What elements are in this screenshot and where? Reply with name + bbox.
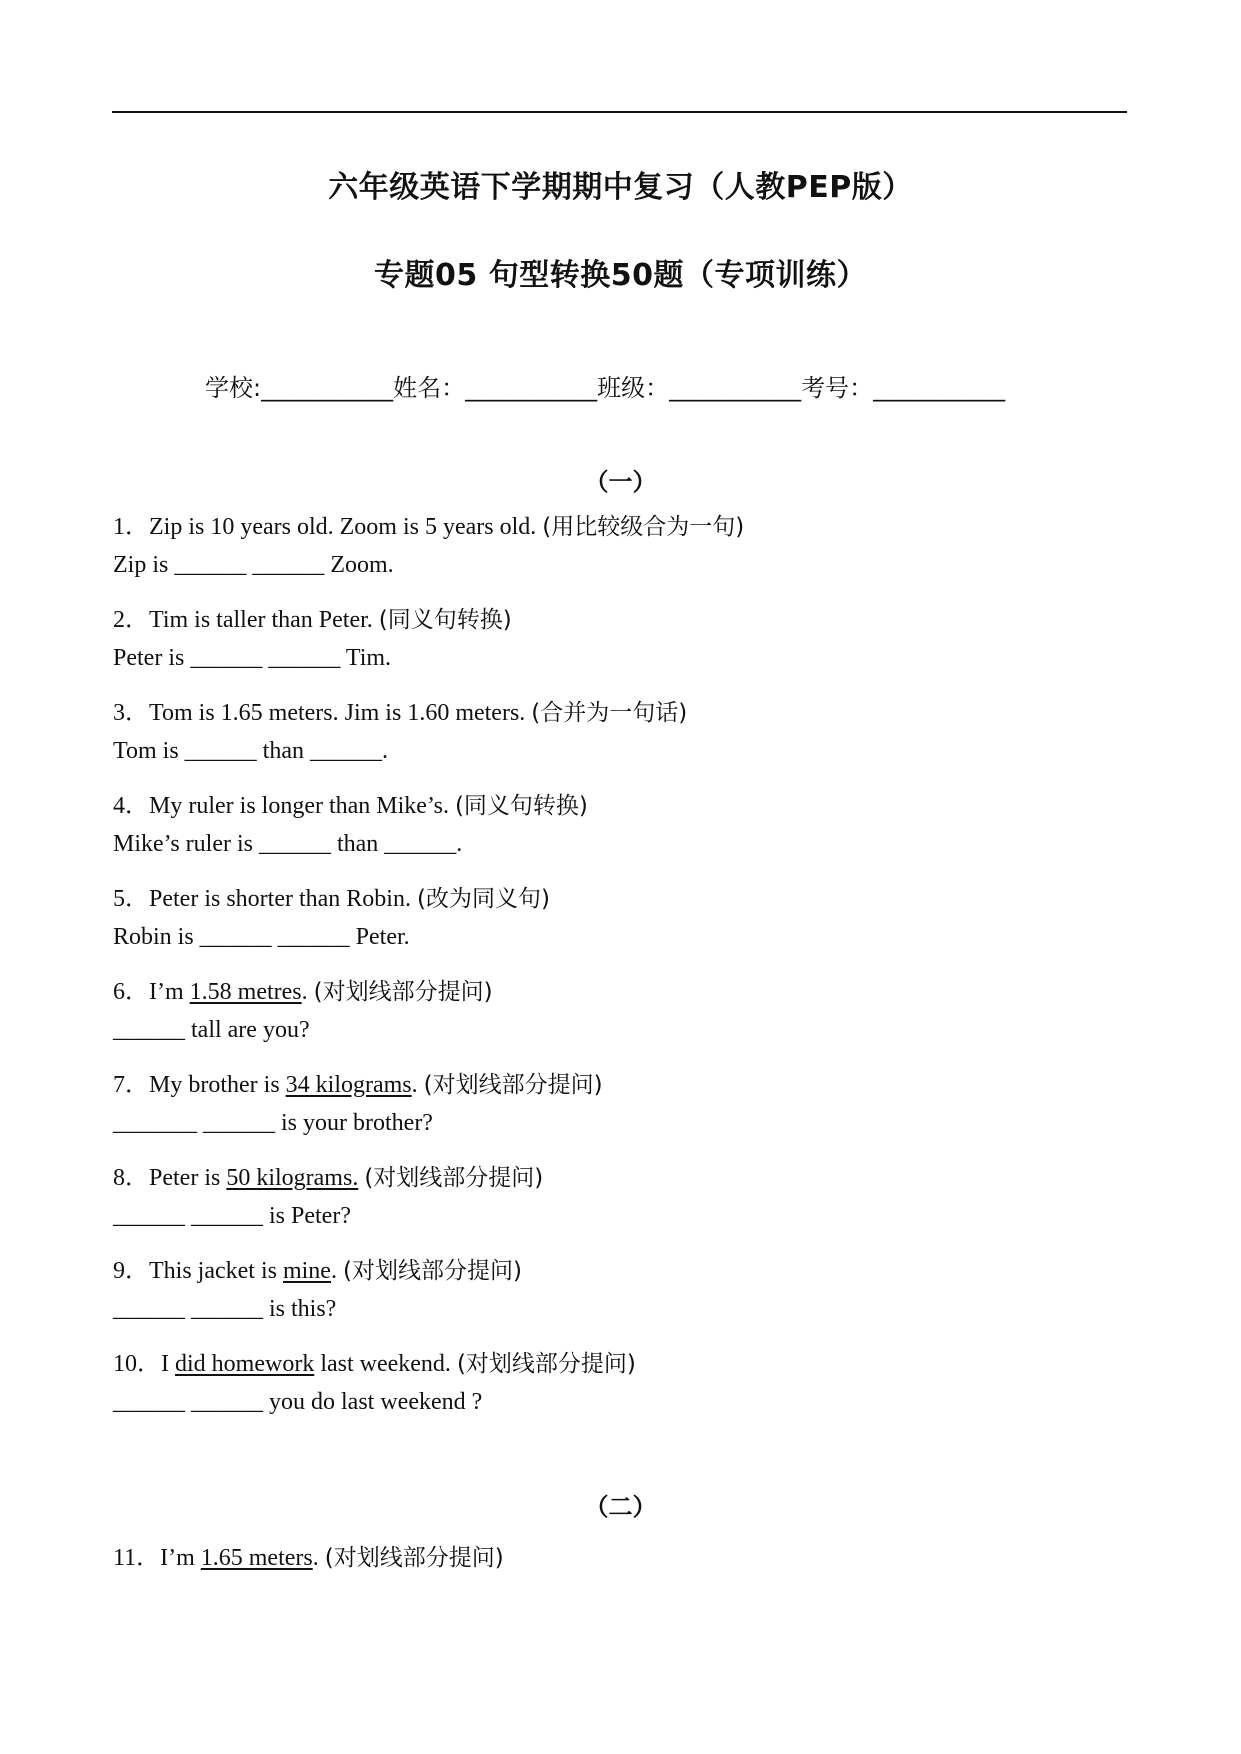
question-text: Peter is [149, 1165, 227, 1191]
question-instruction: (对划线部分提问) [364, 1165, 544, 1191]
question-line [113, 1064, 603, 1099]
question-line [113, 506, 744, 541]
answer-blank-line: ______ tall are you? [113, 1017, 310, 1043]
answer-blank-line: ______ ______ you do last weekend ? [113, 1389, 483, 1415]
question-text-tail: . [312, 1545, 325, 1571]
answer-blank-line: _______ ______ is your brother? [113, 1110, 433, 1136]
question-line [113, 1250, 522, 1285]
answer-blank-line: Mike’s ruler is ______ than ______. [113, 831, 463, 857]
underlined-phrase: 1.65 meters [200, 1545, 313, 1571]
page-title: 六年级英语下学期期中复习（人教PEP版） [328, 170, 913, 205]
answer-blank-line: ______ ______ is Peter? [113, 1203, 351, 1229]
question-instruction: (对划线部分提问) [456, 1351, 636, 1377]
section-heading-1: （一） [584, 468, 657, 496]
question-text: I’m [160, 1545, 201, 1571]
question-text: My brother is [149, 1072, 286, 1098]
question-number: 8． [113, 1165, 149, 1191]
question-instruction: (合并为一句话) [531, 700, 688, 726]
question-text-tail: . [411, 1072, 424, 1098]
section-heading-2: （二） [584, 1493, 657, 1521]
answer-blank-line: Tom is ______ than ______. [113, 738, 388, 764]
question-text-tail: last weekend. [314, 1351, 457, 1377]
answer-blank-line: Robin is ______ ______ Peter. [113, 924, 410, 950]
question-instruction: (用比较级合为一句) [542, 514, 745, 540]
underlined-phrase: 1.58 metres [189, 979, 302, 1005]
question-text-tail: . [301, 979, 314, 1005]
question-line [113, 878, 550, 913]
student-info-line: 学校:___________姓名：___________班级：___________考号：___________ [205, 374, 1006, 402]
question-line [113, 692, 687, 727]
question-line [113, 785, 588, 820]
underlined-phrase: mine [282, 1258, 331, 1284]
question-text: I [161, 1351, 175, 1377]
question-instruction: (改为同义句) [416, 886, 550, 912]
question-instruction: (同义句转换) [454, 793, 588, 819]
question-number: 1． [113, 514, 149, 540]
question-instruction: (对划线部分提问) [342, 1258, 522, 1284]
answer-blank-line: Zip is ______ ______ Zoom. [113, 552, 394, 578]
question-text: Tim is taller than Peter. [149, 607, 379, 633]
question-line [113, 971, 493, 1006]
question-instruction: (对划线部分提问) [313, 979, 493, 1005]
question-text-tail: . [330, 1258, 343, 1284]
answer-blank-line: Peter is ______ ______ Tim. [113, 645, 392, 671]
question-text: Peter is shorter than Robin. [149, 886, 417, 912]
question-line [113, 599, 512, 634]
question-text: My ruler is longer than Mike’s. [149, 793, 455, 819]
question-line [113, 1157, 543, 1192]
question-number: 6． [113, 979, 149, 1005]
question-number: 10． [113, 1351, 161, 1377]
question-instruction: (对划线部分提问) [423, 1072, 603, 1098]
question-instruction: (对划线部分提问) [324, 1545, 504, 1571]
question-line [113, 1343, 636, 1378]
page-subtitle: 专题05 句型转换50题（专项训练） [374, 258, 867, 293]
question-number: 4． [113, 793, 149, 819]
header-rule [112, 111, 1127, 113]
question-text: Zip is 10 years old. Zoom is 5 years old. [149, 514, 543, 540]
question-line [113, 1537, 504, 1572]
question-number: 11． [113, 1545, 161, 1571]
question-instruction: (同义句转换) [378, 607, 512, 633]
question-number: 3． [113, 700, 149, 726]
question-number: 7． [113, 1072, 149, 1098]
question-number: 9． [113, 1258, 149, 1284]
question-text: Tom is 1.65 meters. Jim is 1.60 meters. [149, 700, 532, 726]
underlined-phrase: did homework [175, 1351, 315, 1377]
underlined-phrase: 50 kilograms. [226, 1165, 359, 1191]
underlined-phrase: 34 kilograms [285, 1072, 412, 1098]
question-number: 5． [113, 886, 149, 912]
answer-blank-line: ______ ______ is this? [113, 1296, 337, 1322]
question-text: I’m [149, 979, 190, 1005]
question-text: This jacket is [149, 1258, 283, 1284]
question-number: 2． [113, 607, 149, 633]
